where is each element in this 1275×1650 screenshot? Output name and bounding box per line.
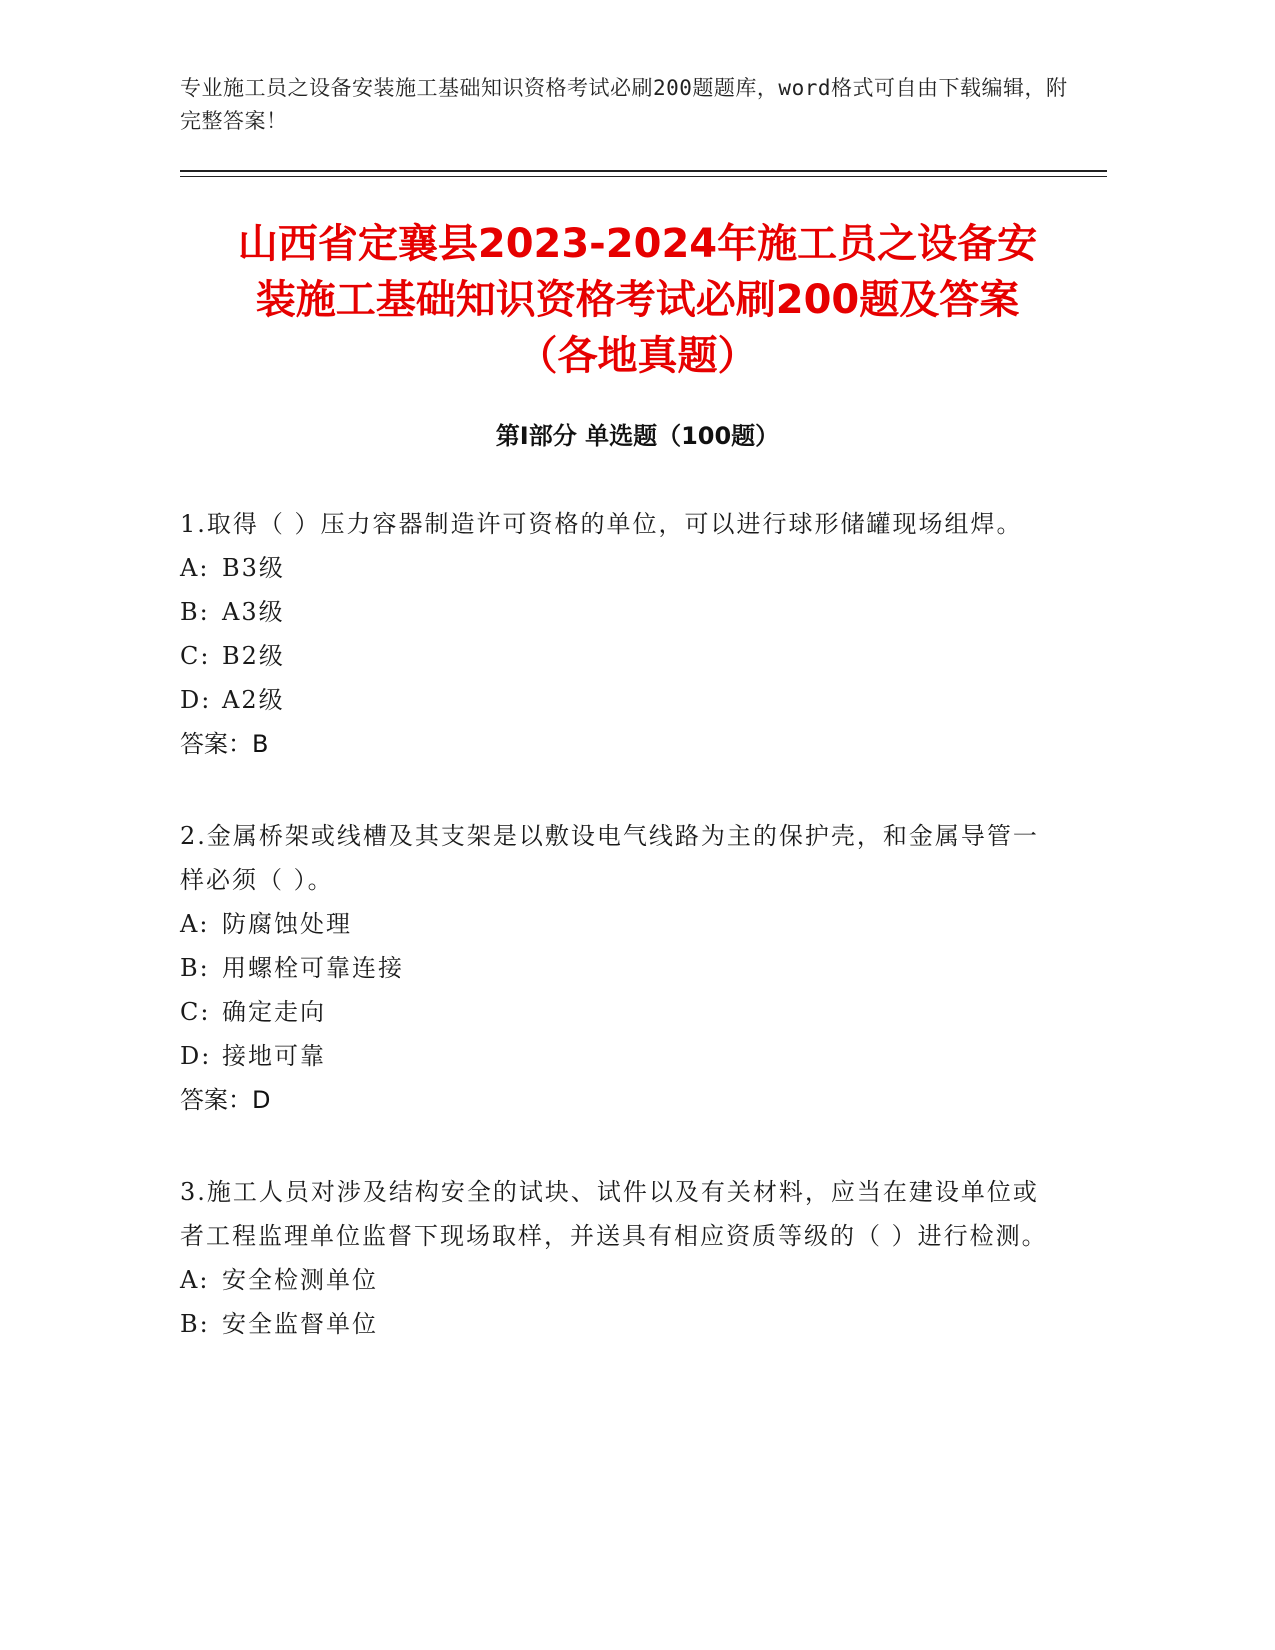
option-b — [180, 946, 1060, 990]
option-text: B2级 — [222, 642, 285, 670]
option-text: A2级 — [222, 686, 285, 714]
option-letter: A: — [180, 910, 210, 938]
question-stem: 3.施工人员对涉及结构安全的试块、试件以及有关材料，应当在建设单位或者工程监理单位监督下现场取样，并送具有相应资质等级的（ ）进行检测。 — [180, 1178, 1048, 1250]
option-letter: B: — [180, 1310, 210, 1338]
option-letter: A: — [180, 554, 210, 582]
option-text: 安全监督单位 — [222, 1310, 378, 1338]
question-item — [180, 814, 1060, 1122]
option-d — [180, 678, 1060, 722]
header-divider-thick — [180, 170, 1107, 172]
title-line: 山西省定襄县2023-2024年施工员之设备安 — [237, 221, 1038, 267]
option-d — [180, 1034, 1060, 1078]
section-heading: 第Ⅰ部分 单选题（100题） — [495, 422, 780, 450]
option-letter: D: — [180, 1042, 212, 1070]
option-a — [180, 546, 1060, 590]
title-line: 装施工基础知识资格考试必刷200题及答案 — [255, 277, 1020, 323]
option-text: B3级 — [222, 554, 285, 582]
option-b — [180, 590, 1060, 634]
option-text: 接地可靠 — [222, 1042, 326, 1070]
option-letter: B: — [180, 954, 210, 982]
option-text: A3级 — [222, 598, 285, 626]
option-text: 安全检测单位 — [222, 1266, 378, 1294]
option-c — [180, 634, 1060, 678]
question-item — [180, 1170, 1060, 1346]
option-text: 确定走向 — [222, 998, 326, 1026]
question-stem: 2.金属桥架或线槽及其支架是以敷设电气线路为主的保护壳，和金属导管一样必须（ ）。 — [180, 822, 1039, 894]
option-letter: A: — [180, 1266, 210, 1294]
header-divider-thin — [180, 176, 1107, 177]
answer-line: 答案：B — [180, 730, 269, 758]
option-a — [180, 902, 1060, 946]
option-letter: C: — [180, 998, 211, 1026]
option-b — [180, 1302, 1060, 1346]
title-line: （各地真题） — [517, 333, 758, 379]
option-c — [180, 990, 1060, 1034]
header-note: 专业施工员之设备安装施工基础知识资格考试必刷200题题库，word格式可自由下载编辑，附完整答案！ — [180, 76, 1068, 133]
question-item — [180, 502, 1060, 766]
option-a — [180, 1258, 1060, 1302]
option-letter: D: — [180, 686, 212, 714]
option-letter: C: — [180, 642, 211, 670]
option-letter: B: — [180, 598, 210, 626]
question-stem: 1.取得（ ）压力容器制造许可资格的单位，可以进行球形储罐现场组焊。 — [180, 510, 1023, 538]
answer-line: 答案：D — [180, 1086, 271, 1114]
option-text: 用螺栓可靠连接 — [222, 954, 404, 982]
option-text: 防腐蚀处理 — [222, 910, 352, 938]
question-list — [180, 502, 1060, 1394]
document-title — [150, 216, 1125, 384]
